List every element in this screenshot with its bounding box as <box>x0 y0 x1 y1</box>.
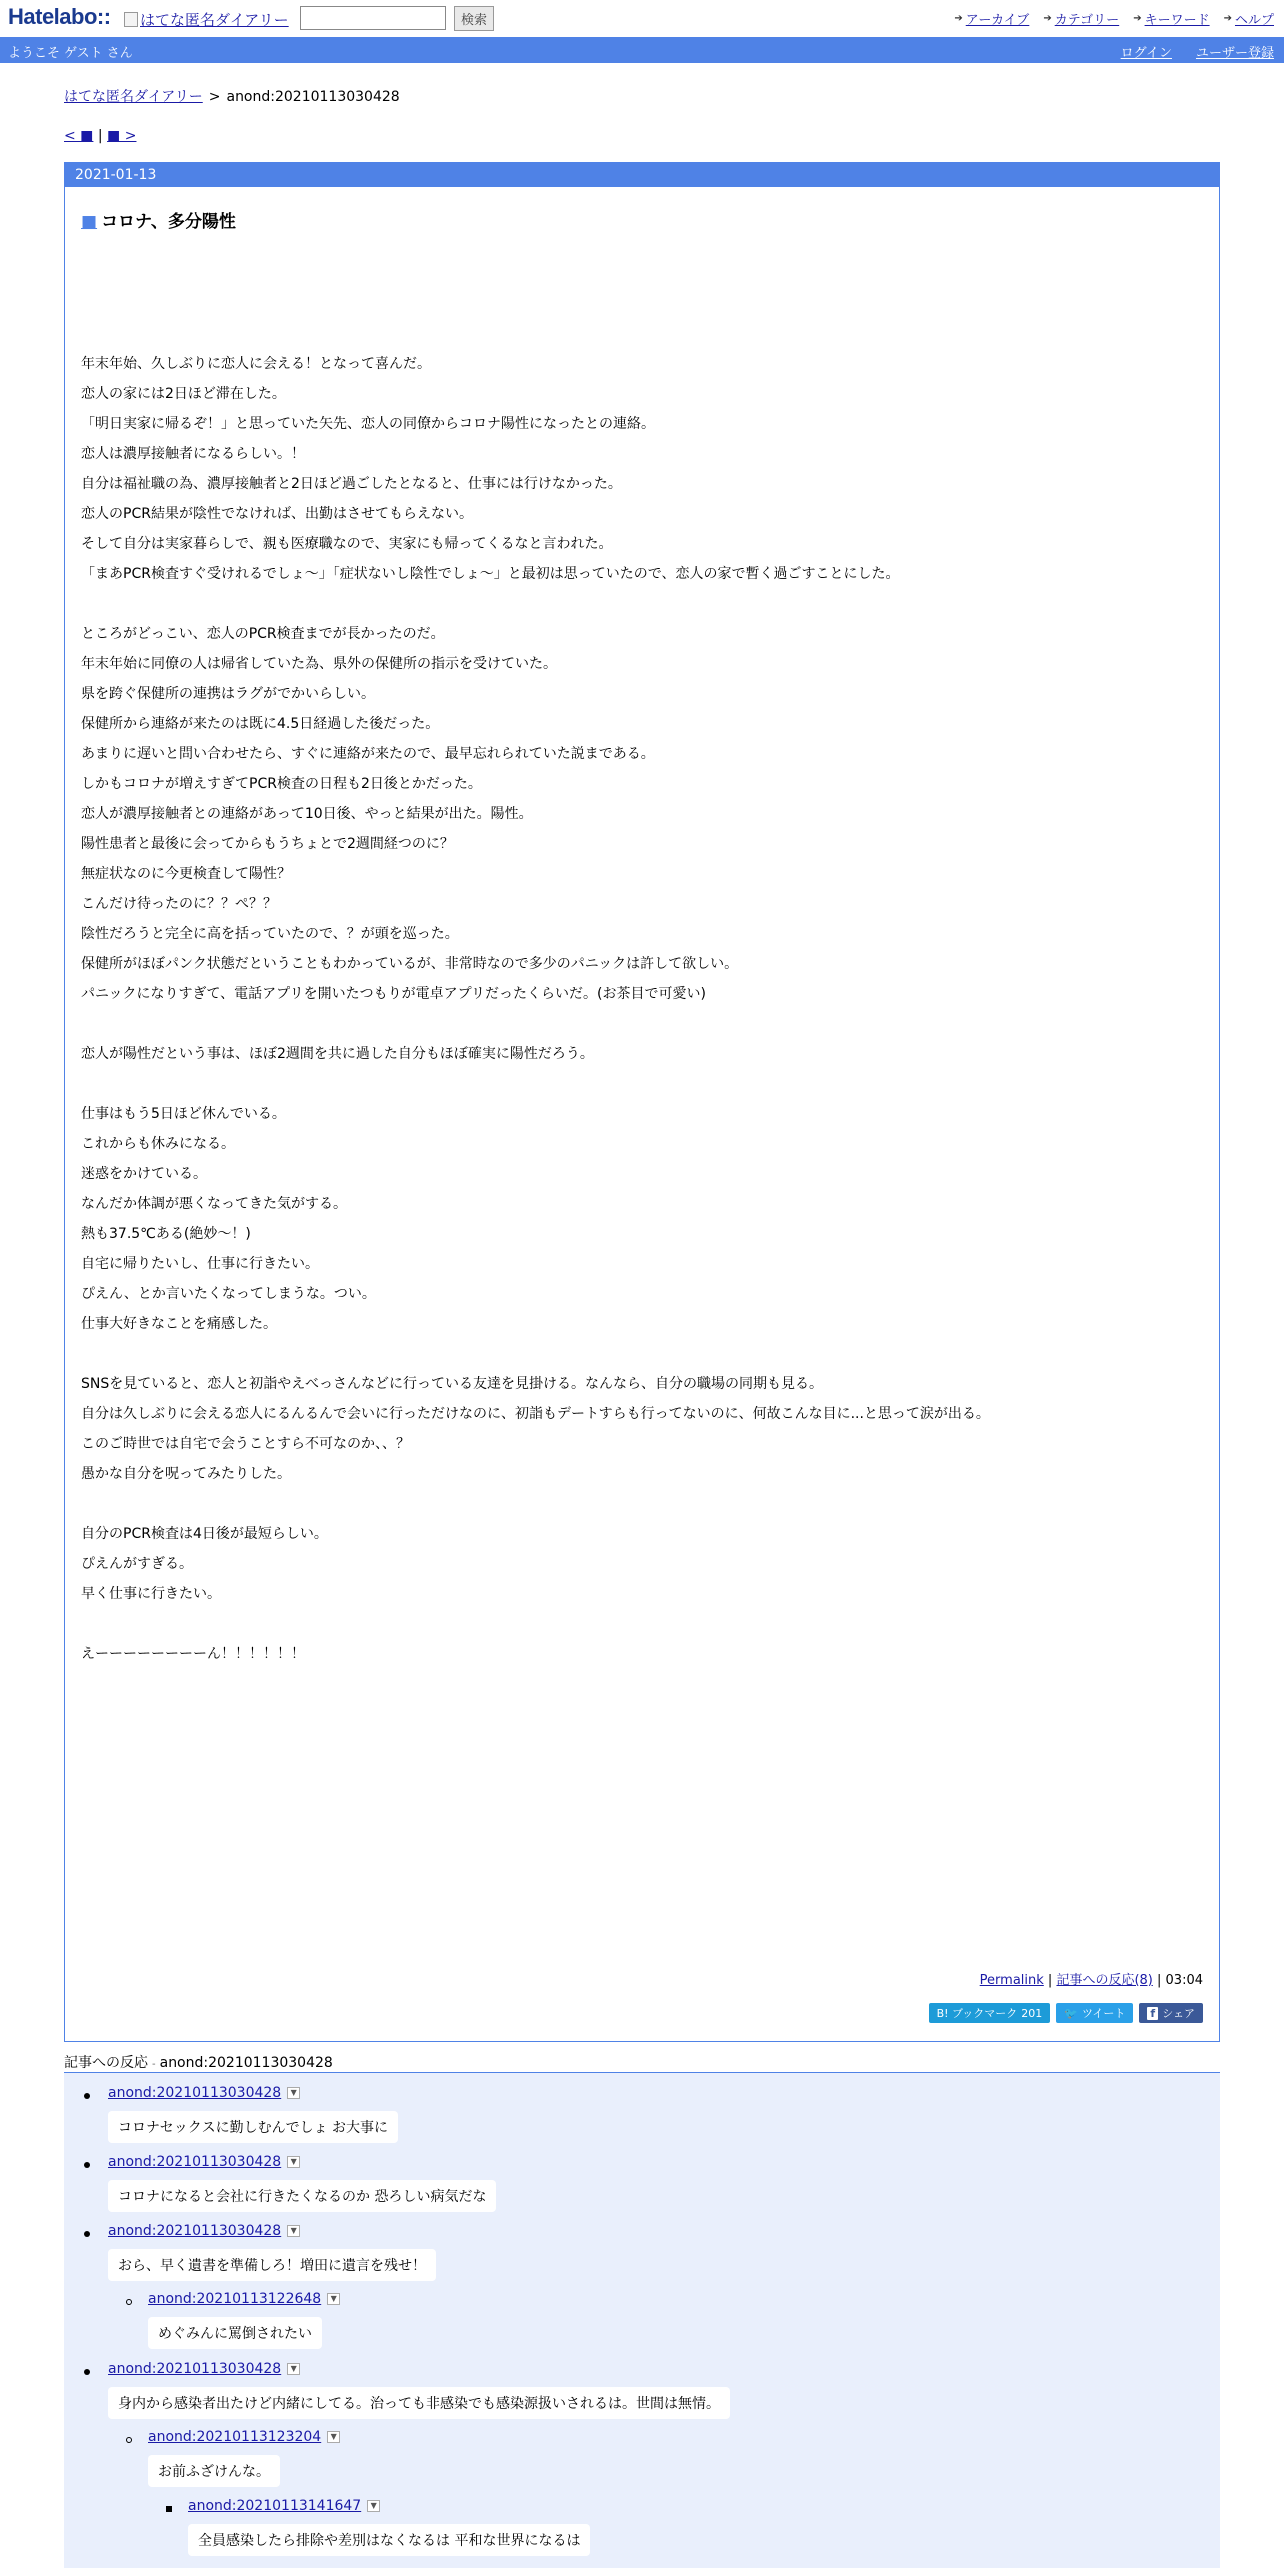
article-blank-line <box>81 1009 1201 1039</box>
article-line: そして自分は実家暮らしで、親も医療職なので、実家にも帰ってくるなと言われた。 <box>81 536 613 552</box>
article <box>64 162 1220 2042</box>
tweet-button[interactable] <box>1056 2003 1133 2023</box>
article-line: ぴえん、とか言いたくなってしまうな。つい。 <box>81 1286 376 1302</box>
breadcrumb-home-link[interactable]: はてな匿名ダイアリー <box>64 89 203 105</box>
next-entry-link[interactable]: ■ > <box>107 128 137 144</box>
article-line: 恋人のPCR結果が陰性でなければ、出勤はさせてもらえない。 <box>81 506 473 522</box>
list-bullet <box>126 2437 132 2443</box>
article-line: 県を跨ぐ保健所の連携はラグがでかいらしい。 <box>81 686 375 702</box>
reaction-user-link[interactable]: anond:20210113122648 <box>148 2291 322 2307</box>
reaction-user <box>188 2498 380 2514</box>
chevron-down-icon[interactable]: ▼ <box>287 2225 300 2237</box>
broken-image-icon <box>124 12 138 27</box>
chevron-down-icon[interactable]: ▼ <box>367 2500 380 2512</box>
article-line: 陰性だろうと完全に高を括っていたので、？が頭を巡った。 <box>81 926 459 942</box>
chevron-down-icon[interactable]: ▼ <box>287 2087 300 2099</box>
reaction-user <box>148 2429 340 2445</box>
reaction-comment: コロナセックスに勤しむんでしょ お大事に <box>108 2111 398 2143</box>
reaction-comment: おら、早く遺書を準備しろ！増田に遺言を残せ！ <box>108 2249 436 2281</box>
help-link[interactable]: ヘルプ <box>1234 13 1274 28</box>
article-line: 恋人が濃厚接触者との連絡があって10日後、やっと結果が出た。陽性。 <box>81 806 533 822</box>
article-blank-line <box>81 1069 1201 1099</box>
article-line: 早く仕事に行きたい。 <box>81 1586 221 1602</box>
article-line: 自分のPCR検査は4日後が最短らしい。 <box>81 1526 328 1542</box>
article-body <box>81 349 1201 1669</box>
register-link[interactable]: ユーザー登録 <box>1195 46 1274 61</box>
article-line: 迷惑をかけている。 <box>81 1166 207 1182</box>
article-footer: Permalink | 記事への反応(8) | 03:04 <box>979 1973 1203 1988</box>
reaction-comment: お前ふざけんな。 <box>148 2455 280 2487</box>
nav-separator: | <box>97 128 103 144</box>
arrow-right-icon: ➔ <box>1133 13 1142 24</box>
reaction-user <box>108 2085 300 2101</box>
search-input[interactable] <box>300 6 446 30</box>
article-line: 「まあPCR検査すぐ受けれるでしょ〜」「症状ないし陰性でしょ〜」と最初は思っていたので、恋人の家で暫く過ごすことにした。 <box>81 566 900 582</box>
list-bullet <box>84 2162 90 2168</box>
article-line: 仕事はもう5日ほど休んでいる。 <box>81 1106 286 1122</box>
permalink-link[interactable]: Permalink <box>979 1973 1044 1988</box>
reaction-comment: 身内から感染者出たけど内緒にしてる。治っても非感染でも感染源扱いされるは。世間は無情。 <box>108 2387 730 2419</box>
reaction-user <box>108 2361 300 2377</box>
prev-next-nav <box>64 128 136 144</box>
article-line: 年末年始に同僚の人は帰省していた為、県外の保健所の指示を受けていた。 <box>81 656 557 672</box>
welcome-text: ようこそ ゲスト さん <box>8 46 133 61</box>
article-line: あまりに遅いと問い合わせたら、すぐに連絡が来たので、最早忘れられていた説まである。 <box>81 746 655 762</box>
reactions-heading-id: anond:20210113030428 <box>159 2055 333 2071</box>
article-blank-line <box>81 1339 1201 1369</box>
hatelabo-logo[interactable]: Hatelabo:: <box>8 4 111 29</box>
title-permalink-mark[interactable]: ■ <box>81 212 98 232</box>
article-line: 仕事大好きなことを痛感した。 <box>81 1316 277 1332</box>
login-link[interactable]: ログイン <box>1120 46 1172 61</box>
article-line: 保健所がほぼパンク状態だということもわかっているが、非常時なので多少のパニックは許して欲しい。 <box>81 956 739 972</box>
article-blank-line <box>81 589 1201 619</box>
reaction-comment: 全員感染したら排除や差別はなくなるは 平和な世界になるは <box>188 2524 590 2556</box>
hatena-bookmark-button[interactable] <box>929 2003 1051 2023</box>
reaction-user-link[interactable]: anond:20210113030428 <box>108 2085 282 2101</box>
chevron-down-icon[interactable]: ▼ <box>327 2431 340 2443</box>
chevron-down-icon[interactable]: ▼ <box>327 2293 340 2305</box>
reactions-count-link[interactable]: 記事への反応(8) <box>1056 1973 1153 1988</box>
breadcrumb-current: anond:20210113030428 <box>226 89 400 105</box>
article-line: 「明日実家に帰るぞ！」と思っていた矢先、恋人の同僚からコロナ陽性になったとの連絡。 <box>81 416 655 432</box>
article-line: 陽性患者と最後に会ってからもうちょとで2週間経つのに？ <box>81 836 454 852</box>
search-button[interactable]: 検索 <box>454 6 494 31</box>
list-bullet <box>84 2231 90 2237</box>
arrow-right-icon: ➔ <box>1043 13 1052 24</box>
arrow-right-icon: ➔ <box>1223 13 1232 24</box>
reaction-user-link[interactable]: anond:20210113123204 <box>148 2429 322 2445</box>
article-line: 恋人は濃厚接触者になるらしい。！ <box>81 446 305 462</box>
article-line: 無症状なのに今更検査して陽性？ <box>81 866 291 882</box>
arrow-right-icon: ➔ <box>954 13 963 24</box>
chevron-down-icon[interactable]: ▼ <box>287 2363 300 2375</box>
reactions-heading <box>64 2052 333 2072</box>
reaction-user <box>148 2291 340 2307</box>
breadcrumb-separator: > <box>208 89 221 105</box>
article-blank-line <box>81 1489 1201 1519</box>
reaction-user-link[interactable]: anond:20210113030428 <box>108 2154 282 2170</box>
twitter-bird-icon: 🐦 <box>1064 2006 1078 2020</box>
article-line: 熱も37.5℃ある(絶妙〜！) <box>81 1226 251 1242</box>
list-bullet <box>84 2369 90 2375</box>
article-line: 愚かな自分を呪ってみたりした。 <box>81 1466 291 1482</box>
article-line: 自宅に帰りたいし、仕事に行きたい。 <box>81 1256 319 1272</box>
diary-home-link[interactable] <box>124 9 289 30</box>
reaction-comment: コロナになると会社に行きたくなるのか 恐ろしい病気だな <box>108 2180 496 2212</box>
prev-entry-link[interactable]: < ■ <box>64 128 94 144</box>
article-date: 2021-01-13 <box>65 163 1219 187</box>
keyword-link[interactable]: キーワード <box>1144 13 1210 28</box>
facebook-share-button[interactable] <box>1139 2003 1203 2023</box>
article-line: ところがどっこい、恋人のPCR検査までが長かったのだ。 <box>81 626 445 642</box>
category-link[interactable]: カテゴリー <box>1054 13 1120 28</box>
article-line: 保健所から連絡が来たのは既に4.5日経過した後だった。 <box>81 716 440 732</box>
facebook-icon: f <box>1147 2007 1158 2020</box>
article-line: なんだか体調が悪くなってきた気がする。 <box>81 1196 347 1212</box>
top-bar <box>0 0 1284 36</box>
reaction-comment: めぐみんに罵倒されたい <box>148 2317 322 2349</box>
article-blank-line <box>81 1609 1201 1639</box>
list-bullet <box>84 2093 90 2099</box>
article-line: 自分は久しぶりに会える恋人にるんるんで会いに行っただけなのに、初詣もデートすらも行ってないのに、何故こんな目に...と思って涙が出る。 <box>81 1406 990 1422</box>
article-line: 恋人の家には2日ほど滞在した。 <box>81 386 286 402</box>
reactions-tree <box>64 2072 1220 2568</box>
facebook-share-label: シェア <box>1162 2007 1195 2020</box>
article-line: このご時世では自宅で会うことすら不可なのか、、？ <box>81 1436 410 1452</box>
reaction-user <box>108 2223 300 2239</box>
article-line: こんだけ待ったのに？？ぺ？？ <box>81 896 277 912</box>
reaction-user-link[interactable]: anond:20210113030428 <box>108 2223 282 2239</box>
archive-link[interactable]: アーカイブ <box>965 13 1030 28</box>
article-line: SNSを見ていると、恋人と初詣やえべっさんなどに行っている友達を見掛ける。なんなら、自分の職場の同期も見る。 <box>81 1376 823 1392</box>
article-line: ぴえんがすぎる。 <box>81 1556 193 1572</box>
article-line: 自分は福祉職の為、濃厚接触者と2日ほど過ごしたとなると、仕事には行けなかった。 <box>81 476 622 492</box>
user-bar <box>0 37 1284 63</box>
tweet-label: ツイート <box>1081 2007 1126 2020</box>
share-buttons <box>929 2003 1203 2023</box>
breadcrumb <box>64 86 400 106</box>
article-line: しかもコロナが増えすぎてPCR検査の日程も2日後とかだった。 <box>81 776 482 792</box>
post-time: 03:04 <box>1165 1973 1203 1988</box>
article-title-text: コロナ、多分陽性 <box>101 212 236 232</box>
reaction-user-link[interactable]: anond:20210113141647 <box>188 2498 362 2514</box>
article-line: 年末年始、久しぶりに恋人に会える！となって喜んだ。 <box>81 356 431 372</box>
reaction-user <box>108 2154 300 2170</box>
reactions-heading-label: 記事への反応 <box>64 2055 148 2071</box>
article-line: パニックになりすぎて、電話アプリを開いたつもりが電卓アプリだったくらいだ。(お茶目で可愛い) <box>81 986 706 1002</box>
article-title <box>81 207 236 232</box>
reactions-heading-mark: - <box>152 2059 156 2070</box>
list-bullet <box>126 2299 132 2305</box>
bookmark-count: 201 <box>1021 2006 1043 2020</box>
article-line: 恋人が陽性だという事は、ほぼ2週間を共に過した自分もほぼ確実に陽性だろう。 <box>81 1046 594 1062</box>
chevron-down-icon[interactable]: ▼ <box>287 2156 300 2168</box>
diary-home-label: はてな匿名ダイアリー <box>140 11 289 29</box>
reaction-user-link[interactable]: anond:20210113030428 <box>108 2361 282 2377</box>
bookmark-label: B! ブックマーク <box>936 2007 1018 2020</box>
list-bullet <box>166 2506 172 2512</box>
article-line: えーーーーーーーーん！！！！！！ <box>81 1646 305 1662</box>
top-nav-links <box>954 9 1274 28</box>
article-line: これからも休みになる。 <box>81 1136 235 1152</box>
